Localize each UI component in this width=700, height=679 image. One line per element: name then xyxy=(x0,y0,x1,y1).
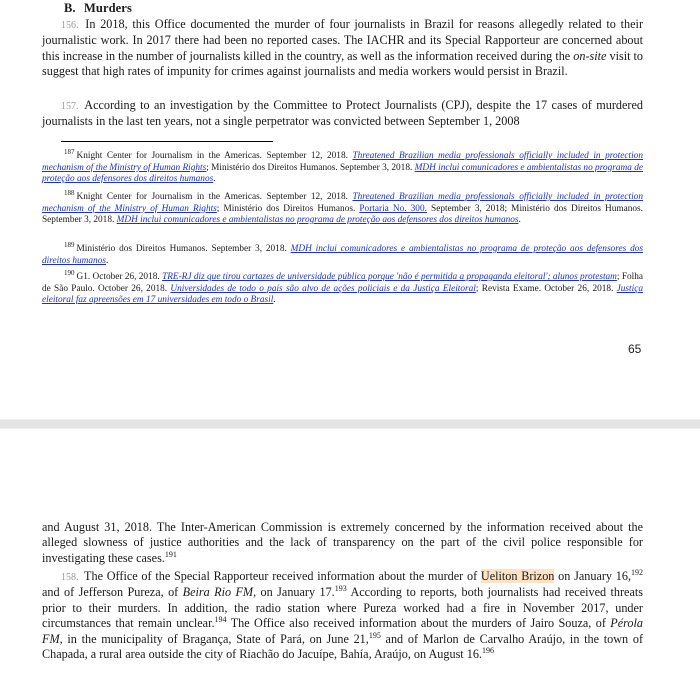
footnote-link[interactable]: MDH inclui comunicadores e ambientalistas no programa de proteção aos defensores dos direitos humanos xyxy=(42,244,643,266)
page-number: 65 xyxy=(628,342,642,356)
footnote-ref[interactable]: 192 xyxy=(631,567,643,577)
footnote-ref[interactable]: 195 xyxy=(368,630,381,640)
footnote-link[interactable]: MDH inclui comunicadores e ambientalistas no programa de proteção aos defensores dos direitos humanos xyxy=(42,162,643,185)
section-heading xyxy=(64,1,132,16)
footnote-188: $^{188}$ Knight Center for Journalism in the Americas. September 12, 2018. Threatened Brazilian media professionals officially included in protection mechanism of the Ministry of Human Rights; Ministério dos Direitos Humanos. Portaria No. 300. September 3, 2018; Ministério dos Direitos Humanos. September 3, 2018. MDH inclui comunicadores e ambientalistas no programa de proteção aos defensores dos direitos humanos. xyxy=(42,188,643,226)
footnote-ref[interactable]: 194 xyxy=(214,615,227,625)
paragraph-number: 157. xyxy=(61,101,79,112)
footnote-link[interactable]: Justiça eleitoral faz apreensões em 17 universidades em todo o Brasil xyxy=(42,283,643,306)
footnote-190: $^{190}$ G1. October 26, 2018. TRE-RJ diz que tirou cartazes de universidade pública porque 'não é permitida a propaganda eleitoral'; alunos protestam; Folha de São Paulo. October 26, 2018. Universidades de todo o país são alvo de ações policiais e da Justiça Eleitoral; Revista Exame. October 26, 2018. Justiça eleitoral faz apreensões em 17 universidades em todo o Brasil. xyxy=(42,268,643,306)
footnote-link[interactable]: Threatened Brazilian media professionals officially included in protection mechanism of the Ministry of Human Rights xyxy=(42,192,643,214)
footnote-link[interactable]: TRE-RJ diz que tirou cartazes de universidade pública porque 'não é permitida a propaganda eleitoral'; alunos protestam xyxy=(162,272,617,282)
footnote-link[interactable]: Portaria No. 300. xyxy=(359,203,427,214)
footnote-187: $^{187}$ Knight Center for Journalism in the Americas. September 12, 2018. Threatened Brazilian media professionals officially included in protection mechanism of the Ministry of Human Rights; Ministério dos Direitos Humanos. September 3, 2018. MDH inclui comunicadores e ambientalistas no programa de proteção aos defensores dos direitos humanos. xyxy=(42,147,643,185)
footnote-link[interactable]: Threatened Brazilian media professionals officially included in protection mechanism of the Ministry of Human Rights xyxy=(42,151,643,173)
footnote-separator xyxy=(61,141,273,142)
highlighted-text[interactable]: Ueliton Brizon xyxy=(480,569,555,583)
paragraph-number: 156. xyxy=(61,20,79,31)
paragraph-157-continued: and August 31, 2018. The Inter-American Commission is extremely concerned by the information received about the alleged slowness of justice authorities and the lack of transparency on the part of the civil police responsible for investigating these cases.$^{191}$ xyxy=(42,520,643,565)
footnote-ref[interactable]: 193 xyxy=(334,584,347,594)
document-page-66 xyxy=(0,429,700,679)
footnote-189: $^{189}$ Ministério dos Direitos Humanos. September 3, 2018. MDH inclui comunicadores e ambientalistas no programa de proteção aos defensores dos direitos humanos. xyxy=(42,240,643,266)
paragraph-number: 158. xyxy=(61,572,79,583)
page-break xyxy=(0,419,700,429)
footnote-link[interactable]: MDH inclui comunicadores e ambientalistas no programa de proteção aos defensores dos direitos humanos xyxy=(116,215,519,226)
footnote-ref[interactable]: 191 xyxy=(164,549,177,559)
footnote-link[interactable]: Universidades de todo o país são alvo de ações policiais e da Justiça Eleitoral xyxy=(170,283,476,294)
section-letter: B. xyxy=(64,1,76,15)
footnote-ref[interactable]: 196 xyxy=(481,645,494,655)
paragraph-156: 156. In 2018, this Office documented the murder of four journalists in Brazil for reasons allegedly related to their journalistic work. In 2017 there had been no reported cases. The IACHR and its Special Rapporteur are concerned about this increase in the number of journalists killed in the country, as well as the information received during the on-site visit to suggest that high rates of impunity for crimes against journalists and media workers would persist in Brazil. xyxy=(42,17,644,79)
paragraph-157: 157. According to an investigation by the Committee to Protect Journalists (CPJ), despite the 17 cases of murdered journalists in the last ten years, not a single perpetrator was convicted between September 1, 2008 xyxy=(42,98,643,129)
section-title: Murders xyxy=(84,1,132,15)
paragraph-158: 158. The Office of the Special Rapporteur received information about the murder of Ueliton Brizon on January 16,$^{192}$ and of Jefferson Pureza, of Beira Rio FM, on January 17.$^{193}$ According to reports, both journalists had received threats prior to their murders. In addition, the radio station where Pureza worked had a fire in November 2017, under circumstances that remain unclear.$^{194}$ The Office also received information about the murders of Jairo Souza, of Pérola FM, in the municipality of Bragança, State of Pará, on June 21,$^{195}$ and of Marlon de Carvalho Araújo, in the town of Chapada, a rural area outside the city of Riachão do Jacuípe, Bahía, Araújo, on August 16.$^{196}$ xyxy=(42,567,644,662)
